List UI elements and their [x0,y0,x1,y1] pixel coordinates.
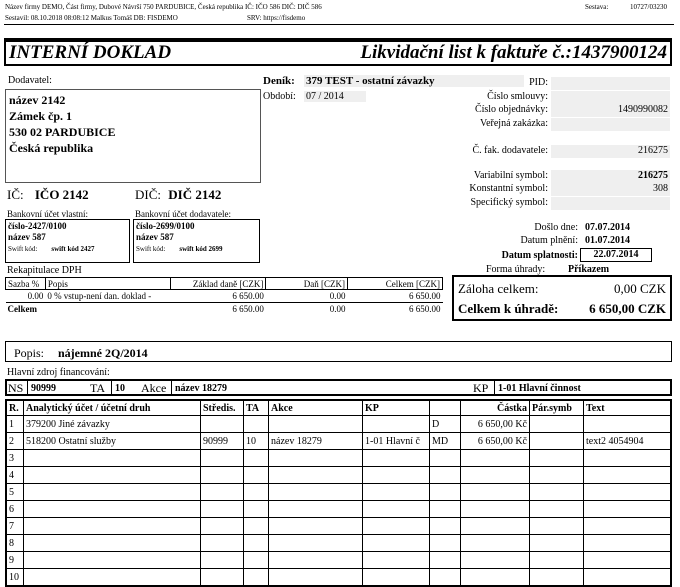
cell-side [430,518,461,535]
col-akce: Akce [269,400,363,416]
cell-side: MD [430,433,461,450]
supplier-label: Dodavatel: [8,75,52,86]
contract-label: Číslo smlouvy: [487,91,548,102]
pay-label: Celkem k úhradě: [458,301,559,316]
cell-side [430,552,461,569]
cell-row-no: 3 [6,450,24,467]
cell-text [584,450,672,467]
supplier-bank-label: Bankovní účet dodavatele: [135,209,231,219]
supplier-box [5,89,261,183]
cell-side [430,450,461,467]
supplier-account-name: název 587 [136,232,174,242]
col-account: Analytický účet / účetní druh [24,400,201,416]
cell-row-no: 9 [6,552,24,569]
vs-label: Variabilní symbol: [473,170,548,181]
kp-label: KP [473,381,489,395]
company-line: Název firmy DEMO, Část firmy, Dubové Návrší 750 PARDUBICE, Česká republika IČ: IČO 586 DIČ: DIČ 586 [5,3,322,11]
cell-row-no: 6 [6,501,24,518]
payment-label: Forma úhrady: [486,264,546,275]
vat-total: 6 650.00 [409,291,441,301]
ic-label: IČ: [7,187,24,202]
cell-amount: 6 650,00 Kč [461,416,530,433]
advance-value: 0,00 CZK [614,281,666,296]
supplier-street: Zámek čp. 1 [9,109,72,123]
order-value: 1490990082 [551,104,670,117]
report-number: 10727/03230 [630,3,667,11]
cell-center [201,569,244,587]
cell-kp: 1-01 Hlavní č [363,433,430,450]
vat-col-total: Celkem [CZK] [348,278,443,290]
vat-total-label: Celkem [6,303,171,316]
ic-value: IČO 2142 [34,187,89,202]
own-bank-label: Bankovní účet vlastní: [7,209,88,219]
ks-label: Konstantní symbol: [469,183,548,194]
cell-side [430,467,461,484]
cell-amount [461,535,530,552]
supplier-swift [134,242,259,253]
supplier-account: číslo-2699/0100 [136,221,195,231]
own-swift-value: swift kód 2427 [51,245,95,253]
cell-akce [269,501,363,518]
cell-kp [363,484,430,501]
items-body [6,416,671,587]
cell-akce [269,535,363,552]
cell-akce [269,569,363,587]
fulfill-label: Datum plnění: [520,235,578,246]
cell-kp [363,416,430,433]
cell-amount [461,501,530,518]
own-name: název 587 [8,232,46,242]
cell-row-no: 4 [6,467,24,484]
cell-text: text2 4054904 [584,433,672,450]
cell-akce: název 18279 [269,433,363,450]
cell-akce [269,450,363,467]
akce-label: Akce [141,381,167,395]
col-text: Text [584,400,672,416]
compiled-info: Sestavil: 08.10.2018 08:08:12 Malkus Tomáš DB: FISDEMO [5,14,178,22]
vat-total-tax: 0.00 [266,303,348,316]
own-swift-label: Swift kód: [8,245,38,253]
cell-account [24,552,201,569]
cell-text [584,484,672,501]
funding-label: Hlavní zdroj financování: [7,367,110,378]
cell-account [24,518,201,535]
table-row [6,518,671,535]
funding-box [5,379,672,396]
cell-center [201,467,244,484]
col-pair: Pár.symb [530,400,584,416]
vat-row [6,290,443,303]
journal-label: Deník: [263,75,295,87]
cell-pair [530,535,584,552]
supplier-swift-label: Swift kód: [136,245,166,253]
cell-kp [363,467,430,484]
ns-value: 90999 [31,383,56,394]
cell-kp [363,501,430,518]
cell-center [201,535,244,552]
col-amount: Částka [461,400,530,416]
cell-ta [244,450,269,467]
cell-row-no: 1 [6,416,24,433]
cell-amount [461,518,530,535]
kp-divider [494,379,495,396]
cell-akce [269,467,363,484]
cell-center [201,552,244,569]
invoice-value: 216275 [551,145,670,158]
cell-center [201,416,244,433]
cell-account: 518200 Ostatní služby [24,433,201,450]
tender-value [551,118,670,131]
vs-value: 216275 [551,170,670,183]
cell-amount [461,552,530,569]
kp-value: 1-01 Hlavní činnost [498,383,581,394]
table-row [6,535,671,552]
cell-side [430,484,461,501]
cell-row-no: 7 [6,518,24,535]
pid-value [551,77,670,90]
vat-table [5,277,443,315]
vat-col-desc: Popis [45,278,171,290]
cell-pair [530,433,584,450]
cell-text [584,535,672,552]
cell-account [24,450,201,467]
supplier-address [6,90,260,156]
cell-amount [461,569,530,587]
server-info: SRV: https://fisdemo [247,14,306,22]
cell-kp [363,450,430,467]
vat-title: Rekapitulace DPH [7,265,82,276]
col-row-no: R. [6,400,24,416]
ks-value: 308 [551,183,670,196]
vat-base: 6 650.00 [232,291,264,301]
cell-amount [461,450,530,467]
col-center: Středis. [201,400,244,416]
supplier-ic [7,187,89,203]
cell-akce [269,518,363,535]
cell-pair [530,416,584,433]
akce-value: název 18279 [175,383,227,394]
vat-total-base: 6 650.00 [171,303,266,316]
cell-side: D [430,416,461,433]
invoice-label: Č. fak. dodavatele: [472,145,548,156]
cell-text [584,467,672,484]
vat-rate: 0.00 [27,291,44,301]
col-side [430,400,461,416]
payment-value: Příkazem [568,264,610,275]
cell-center [201,501,244,518]
advance-label: Záloha celkem: [458,281,539,296]
due-value: 22.07.2014 [580,248,652,262]
cell-ta [244,501,269,518]
cell-ta [244,416,269,433]
items-header-row [6,400,671,416]
cell-ta [244,518,269,535]
cell-account: 379200 Jiné závazky [24,416,201,433]
table-row [6,501,671,518]
vat-total-sum: 6 650.00 [348,303,443,316]
cell-akce [269,552,363,569]
cell-pair [530,518,584,535]
cell-ta [244,535,269,552]
cell-side [430,535,461,552]
cell-row-no: 8 [6,535,24,552]
received-label: Došlo dne: [534,222,578,233]
cell-center: 90999 [201,433,244,450]
cell-pair [530,552,584,569]
own-bank-box [5,219,130,263]
cell-row-no: 2 [6,433,24,450]
own-account: číslo-2427/0100 [8,221,67,231]
cell-row-no: 10 [6,569,24,587]
supplier-swift-value: swift kód 2699 [179,245,223,253]
cell-account [24,484,201,501]
vat-header-row [6,278,443,290]
doc-subtitle: Likvidační list k faktuře č.:1437900124 [360,42,667,63]
cell-akce [269,416,363,433]
ss-value [551,197,670,210]
cell-pair [530,467,584,484]
header-rule [4,24,674,25]
doc-title: INTERNÍ DOKLAD [9,42,172,63]
cell-kp [363,569,430,587]
cell-pair [530,501,584,518]
cell-side [430,569,461,587]
ns-divider [27,379,28,396]
cell-text [584,569,672,587]
cell-pair [530,569,584,587]
period-value: 07 / 2014 [304,91,366,102]
vat-total-row [6,303,443,316]
cell-ta: 10 [244,433,269,450]
cell-ta [244,484,269,501]
cell-ta [244,467,269,484]
cell-amount: 6 650,00 Kč [461,433,530,450]
title-bar [4,38,672,66]
description-box [5,341,672,362]
table-row [6,484,671,501]
cell-amount [461,467,530,484]
cell-side [430,501,461,518]
cell-account [24,569,201,587]
ta-label: TA [90,381,106,395]
cell-text [584,518,672,535]
period-label: Období: [263,91,296,102]
cell-account [24,535,201,552]
cell-akce [269,484,363,501]
fulfill-value: 01.07.2014 [585,235,630,246]
cell-text [584,416,672,433]
pid-label: PID: [529,77,548,88]
vat-tax: 0.00 [329,291,346,301]
cell-text [584,501,672,518]
journal-value: 379 TEST - ostatní závazky [304,75,524,87]
cell-kp [363,552,430,569]
description-value: nájemné 2Q/2014 [58,346,148,360]
cell-amount [461,484,530,501]
ta-value: 10 [115,383,125,394]
col-kp: KP [363,400,430,416]
tender-label: Veřejná zakázka: [479,118,548,129]
cell-center [201,450,244,467]
cell-kp [363,518,430,535]
totals-box [452,275,672,321]
akce-divider [171,379,172,396]
report-label: Sestava: [585,3,609,11]
own-swift [6,242,129,253]
cell-ta [244,569,269,587]
dic-label: DIČ: [135,187,161,202]
received-value: 07.07.2014 [585,222,630,233]
cell-center [201,484,244,501]
supplier-country: Česká republika [9,141,94,155]
ns-label: NS [8,381,24,395]
ss-label: Specifický symbol: [470,197,548,208]
vat-desc: 0 % vstup-není dan. doklad - [47,291,152,301]
supplier-bank-box [133,219,260,263]
supplier-city: 530 02 PARDUBICE [9,125,116,139]
table-row [6,416,671,433]
cell-text [584,552,672,569]
order-label: Číslo objednávky: [474,104,548,115]
cell-pair [530,450,584,467]
due-label: Datum splatnosti: [501,250,578,261]
cell-center [201,518,244,535]
cell-account [24,467,201,484]
vat-col-tax: Daň [CZK] [266,278,348,290]
supplier-name: název 2142 [9,93,66,107]
dic-value: DIČ 2142 [168,187,222,202]
vat-col-base: Základ daně [CZK] [171,278,266,290]
items-table [5,399,672,587]
supplier-dic [135,187,221,203]
description-label: Popis: [14,346,45,360]
cell-ta [244,552,269,569]
vat-col-rate: Sazba % [6,278,46,290]
table-row [6,569,671,587]
table-row [6,552,671,569]
col-ta: TA [244,400,269,416]
cell-pair [530,484,584,501]
table-row [6,433,671,450]
cell-account [24,501,201,518]
contract-value [551,91,670,104]
pay-value: 6 650,00 CZK [589,301,666,316]
ta-divider [111,379,112,396]
cell-row-no: 5 [6,484,24,501]
table-row [6,450,671,467]
table-row [6,467,671,484]
cell-kp [363,535,430,552]
